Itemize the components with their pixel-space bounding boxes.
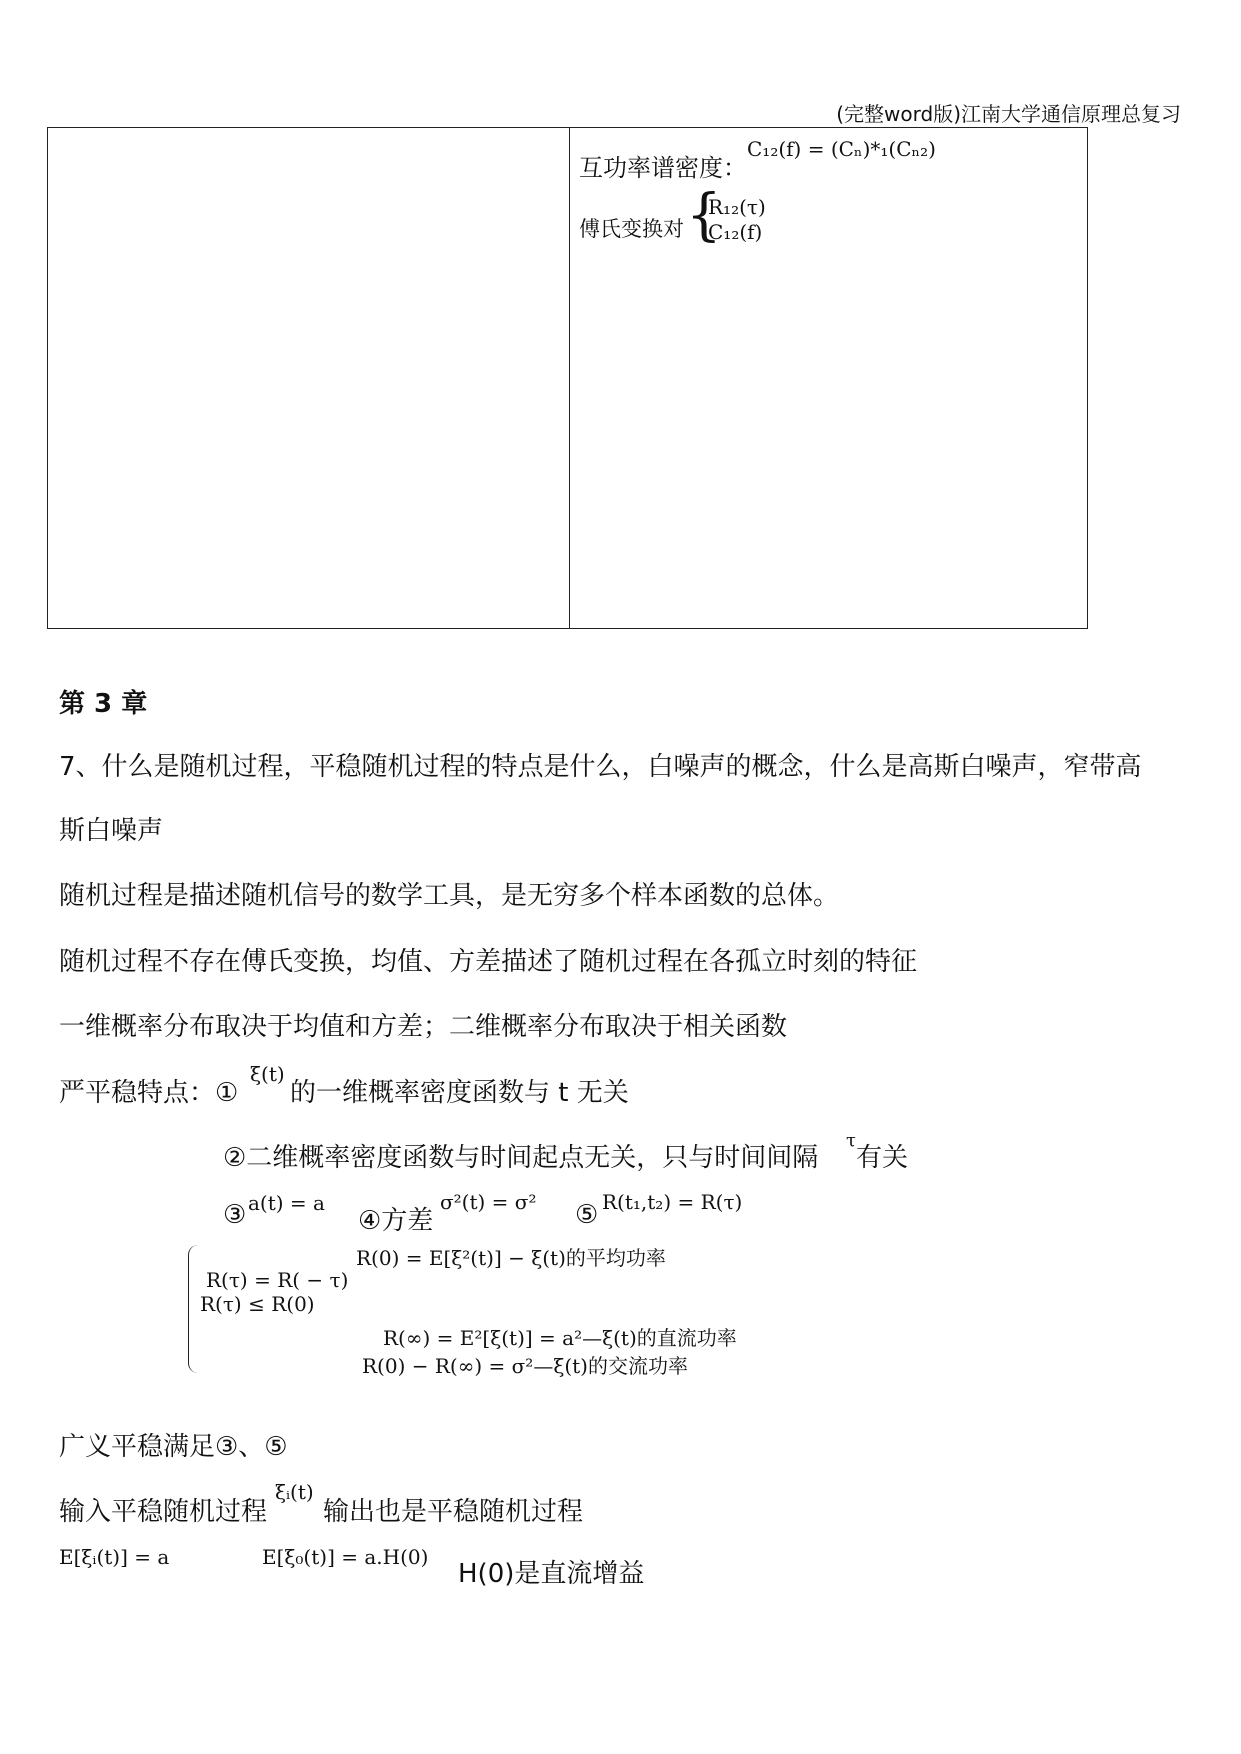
paragraph-distribution: 一维概率分布取决于均值和方差；二维概率分布取决于相关函数 bbox=[59, 1012, 788, 1042]
fourier-brace: { bbox=[686, 183, 722, 248]
variance-label: ④方差 bbox=[358, 1206, 434, 1236]
formula-bound: R(τ) ≤ R(0) bbox=[200, 1292, 315, 1316]
question-line-1: 7、什么是随机过程，平稳随机过程的特点是什么，白噪声的概念，什么是高斯白噪声，窄带高 bbox=[59, 752, 1142, 782]
dc-gain-note: H(0)是直流增益 bbox=[458, 1559, 645, 1589]
strict-item-2-tail: 有关 bbox=[856, 1143, 909, 1173]
paragraph-fourier: 随机过程不存在傅氏变换，均值、方差描述了随机过程在各孤立时刻的特征 bbox=[59, 947, 918, 977]
formula-mean: a(t) = a bbox=[248, 1191, 325, 1215]
cross-psd-label: 互功率谱密度： bbox=[579, 154, 747, 182]
table-column-divider bbox=[569, 128, 570, 628]
cross-psd-formula: C₁₂(f) = (Cₙ)*₁(Cₙ₂) bbox=[747, 137, 936, 161]
fourier-pair-label: 傅氏变换对 bbox=[579, 217, 684, 241]
chapter-title: 第 3 章 bbox=[59, 689, 148, 719]
formula-autocorr: R(t₁,t₂) = R(τ) bbox=[602, 1190, 743, 1214]
formula-input-mean: E[ξᵢ(t)] = a bbox=[59, 1545, 170, 1569]
formula-ac-power: R(0) − R(∞) = σ²—ξ(t)的交流功率 bbox=[362, 1354, 688, 1378]
xi-t-symbol: ξ(t) bbox=[250, 1062, 285, 1086]
formula-symmetry: R(τ) = R( − τ) bbox=[206, 1268, 349, 1292]
input-text-2: 输出也是平稳随机过程 bbox=[323, 1497, 584, 1527]
content-table bbox=[47, 127, 1088, 629]
formula-dc-power: R(∞) = E²[ξ(t)] = a²—ξ(t)的直流功率 bbox=[383, 1326, 737, 1350]
tau-symbol: τ bbox=[846, 1130, 856, 1151]
formula-variance: σ²(t) = σ² bbox=[440, 1190, 537, 1214]
input-text-1: 输入平稳随机过程 bbox=[59, 1497, 268, 1527]
strict-item-2: ②二维概率密度函数与时间起点无关，只与时间间隔 bbox=[223, 1143, 819, 1173]
strict-label: 严平稳特点：① bbox=[59, 1078, 239, 1108]
header-title: (完整word版)江南大学通信原理总复习 bbox=[836, 102, 1181, 126]
paragraph-definition: 随机过程是描述随机信号的数学工具，是无穷多个样本函数的总体。 bbox=[59, 881, 840, 911]
circle-3: ③ bbox=[223, 1200, 247, 1230]
fourier-item-r12: R₁₂(τ) bbox=[708, 195, 766, 219]
fourier-item-c12: C₁₂(f) bbox=[708, 220, 763, 244]
formula-output-mean: E[ξ₀(t)] = a.H(0) bbox=[262, 1545, 429, 1569]
formula-r0-power: R(0) = E[ξ²(t)] − ξ(t)的平均功率 bbox=[356, 1246, 666, 1270]
circle-5: ⑤ bbox=[575, 1200, 599, 1230]
wide-sense-text: 广义平稳满足③、⑤ bbox=[59, 1432, 288, 1462]
strict-item-1-tail: 的一维概率密度函数与 t 无关 bbox=[290, 1078, 629, 1108]
xi-i-symbol: ξᵢ(t) bbox=[275, 1480, 314, 1504]
question-line-2: 斯白噪声 bbox=[59, 816, 164, 846]
